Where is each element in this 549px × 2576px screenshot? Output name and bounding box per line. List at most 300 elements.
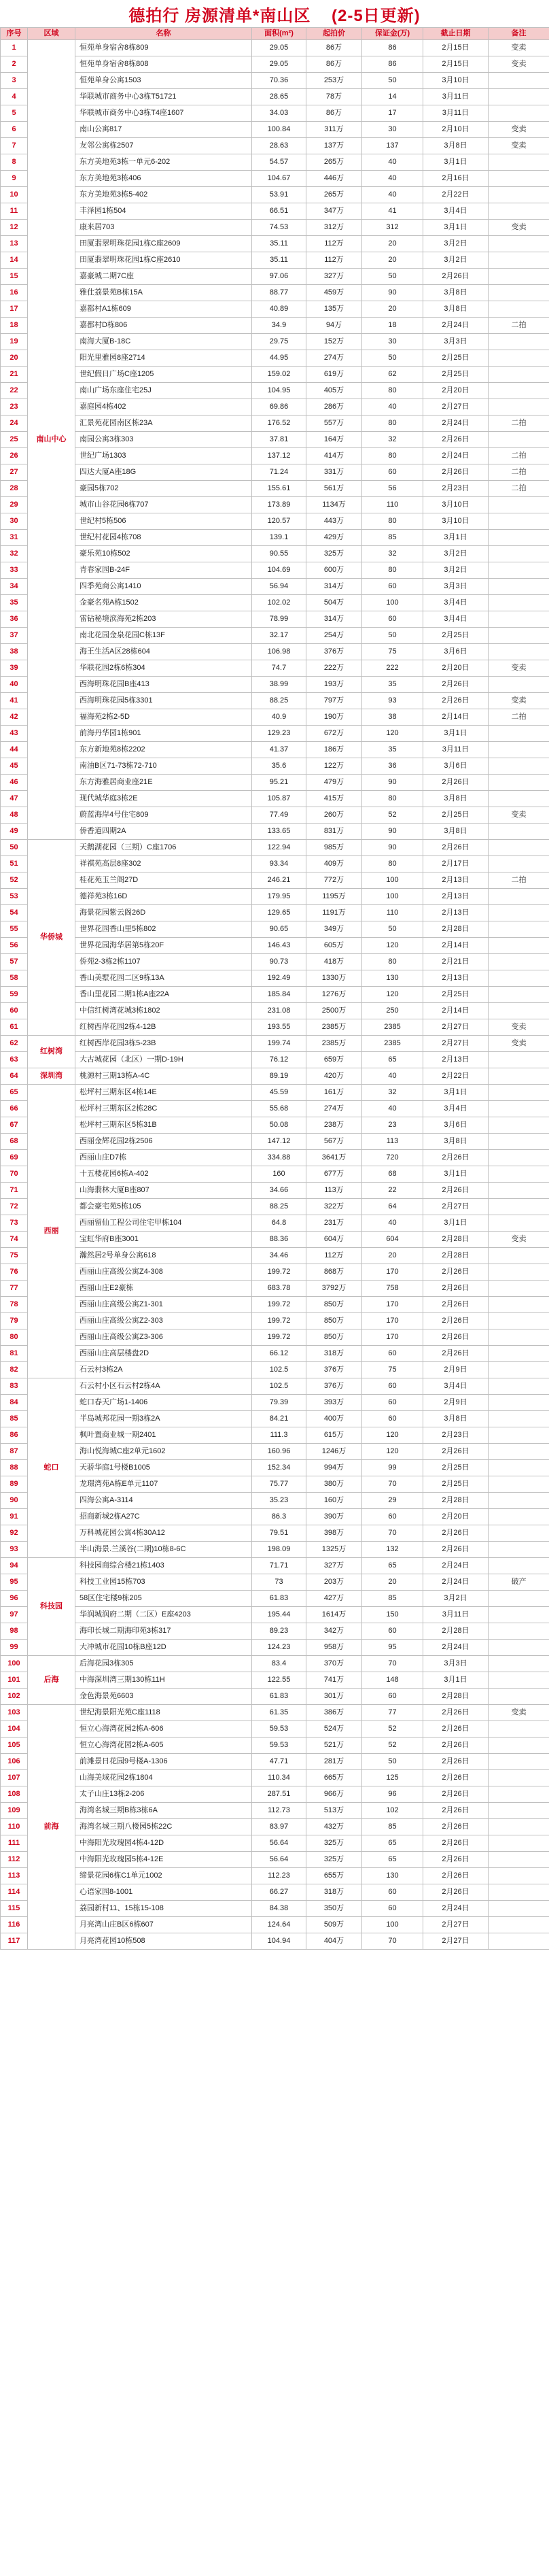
table-row [1,1884,549,1901]
property-name: 田厦翡翠明珠花园1栋C座2609 [75,236,252,252]
row-index: 70 [1,1166,28,1183]
deposit: 50 [362,73,423,89]
property-name: 丰泽园1栋504 [75,203,252,220]
remark: 变卖 [489,807,549,824]
row-index: 75 [1,1248,28,1264]
deadline: 3月10日 [423,513,489,530]
deposit: 113 [362,1134,423,1150]
deadline: 3月1日 [423,1672,489,1689]
row-index: 41 [1,693,28,709]
table-row [1,1868,549,1884]
property-name: 太子山庄13栋2-206 [75,1786,252,1803]
property-name: 大古城花园（北区）一期D-19H [75,1052,252,1068]
deadline: 3月8日 [423,791,489,807]
deadline: 3月4日 [423,595,489,611]
remark [489,1052,549,1068]
table-row [1,1117,549,1134]
table-row [1,1901,549,1917]
remark [489,1427,549,1444]
header-deposit: 保证金(万) [362,28,423,40]
deposit: 85 [362,530,423,546]
floor-area: 102.5 [252,1362,306,1378]
property-name: 雅仕荔景苑B栋15A [75,285,252,301]
row-index: 88 [1,1460,28,1476]
start-price: 985万 [306,840,362,856]
row-index: 79 [1,1313,28,1329]
property-name: 香山里花园二期1栋A座22A [75,987,252,1003]
remark [489,1884,549,1901]
row-index: 2 [1,56,28,73]
row-index: 3 [1,73,28,89]
deadline: 3月4日 [423,611,489,628]
row-index: 89 [1,1476,28,1493]
table-row [1,1917,549,1933]
deadline: 3月8日 [423,301,489,318]
floor-area: 90.55 [252,546,306,562]
row-index: 73 [1,1215,28,1232]
deposit: 170 [362,1313,423,1329]
remark [489,301,549,318]
table-row [1,758,549,775]
deposit: 2385 [362,1036,423,1052]
table-row [1,1607,549,1623]
row-index: 102 [1,1689,28,1705]
floor-area: 176.52 [252,416,306,432]
row-index: 94 [1,1558,28,1574]
row-index: 38 [1,644,28,660]
property-name: 都会豪宅苑5栋105 [75,1199,252,1215]
property-name: 嘉都村D栋806 [75,318,252,334]
deposit: 120 [362,938,423,954]
table-row [1,921,549,938]
row-index: 35 [1,595,28,611]
floor-area: 78.99 [252,611,306,628]
header-district: 区域 [28,28,75,40]
table-row [1,1362,549,1378]
property-name: 中海深圳湾三期130栋11H [75,1672,252,1689]
deposit: 52 [362,1738,423,1754]
table-row [1,73,549,89]
remark [489,334,549,350]
table-row [1,1166,549,1183]
floor-area: 193.55 [252,1019,306,1036]
deadline: 2月17日 [423,856,489,872]
deposit: 80 [362,791,423,807]
remark [489,1754,549,1770]
deadline: 2月9日 [423,1395,489,1411]
row-index: 84 [1,1395,28,1411]
remark: 二拍 [489,464,549,481]
start-price: 386万 [306,1705,362,1721]
table-row [1,220,549,236]
deadline: 2月26日 [423,1313,489,1329]
table-row [1,1036,549,1052]
floor-area: 287.51 [252,1786,306,1803]
start-price: 615万 [306,1427,362,1444]
deposit: 20 [362,1574,423,1591]
floor-area: 199.74 [252,1036,306,1052]
deposit: 60 [362,1378,423,1395]
deadline: 2月26日 [423,1754,489,1770]
district-cell: 科技园 [28,1558,75,1656]
remark [489,611,549,628]
remark [489,856,549,872]
start-price: 420万 [306,1068,362,1085]
remark [489,1721,549,1738]
deposit: 20 [362,236,423,252]
remark [489,530,549,546]
start-price: 94万 [306,318,362,334]
property-name: 宝虹华府B座3001 [75,1232,252,1248]
row-index: 65 [1,1085,28,1101]
table-row [1,497,549,513]
table-row [1,709,549,726]
remark [489,73,549,89]
floor-area: 83.4 [252,1656,306,1672]
row-index: 61 [1,1019,28,1036]
start-price: 1276万 [306,987,362,1003]
deadline: 3月1日 [423,726,489,742]
floor-area: 79.51 [252,1525,306,1542]
floor-area: 55.68 [252,1101,306,1117]
start-price: 1191万 [306,905,362,921]
start-price: 994万 [306,1460,362,1476]
table-row [1,1085,549,1101]
remark [489,513,549,530]
start-price: 376万 [306,644,362,660]
row-index: 66 [1,1101,28,1117]
remark [489,1803,549,1819]
deposit: 20 [362,1248,423,1264]
deposit: 62 [362,367,423,383]
property-name: 嘉都村A1栋609 [75,301,252,318]
deadline: 2月26日 [423,1786,489,1803]
floor-area: 71.71 [252,1558,306,1574]
property-name: 瀚然居2号单身公寓618 [75,1248,252,1264]
start-price: 253万 [306,73,362,89]
floor-area: 64.8 [252,1215,306,1232]
start-price: 347万 [306,203,362,220]
start-price: 186万 [306,742,362,758]
floor-area: 102.5 [252,1378,306,1395]
start-price: 404万 [306,1933,362,1950]
table-row [1,1199,549,1215]
property-name: 南北花园金泉花园C栋13F [75,628,252,644]
deposit: 80 [362,416,423,432]
deadline: 3月2日 [423,546,489,562]
deposit: 90 [362,285,423,301]
start-price: 672万 [306,726,362,742]
start-price: 427万 [306,1591,362,1607]
table-row [1,791,549,807]
deposit: 86 [362,40,423,56]
deposit: 80 [362,954,423,970]
floor-area: 73 [252,1574,306,1591]
remark: 变卖 [489,220,549,236]
deadline: 2月26日 [423,1721,489,1738]
table-row [1,350,549,367]
deadline: 2月24日 [423,416,489,432]
deadline: 3月4日 [423,1378,489,1395]
property-name: 桃源村三期13栋A-4C [75,1068,252,1085]
floor-area: 159.02 [252,367,306,383]
floor-area: 124.23 [252,1640,306,1656]
start-price: 265万 [306,187,362,203]
deadline: 3月3日 [423,579,489,595]
property-name: 海湾名城三期B栋3栋6A [75,1803,252,1819]
remark: 破产 [489,1574,549,1591]
floor-area: 88.77 [252,285,306,301]
deadline: 2月27日 [423,399,489,416]
deposit: 60 [362,1509,423,1525]
start-price: 619万 [306,367,362,383]
deposit: 604 [362,1232,423,1248]
start-price: 443万 [306,513,362,530]
start-price: 238万 [306,1117,362,1134]
table-row [1,1313,549,1329]
start-price: 409万 [306,856,362,872]
remark [489,1607,549,1623]
row-index: 87 [1,1444,28,1460]
floor-area: 105.87 [252,791,306,807]
deadline: 2月26日 [423,1525,489,1542]
table-row [1,987,549,1003]
floor-area: 34.46 [252,1248,306,1264]
start-price: 318万 [306,1346,362,1362]
property-name: 世纪假日广场C座1205 [75,367,252,383]
remark [489,1542,549,1558]
remark [489,1199,549,1215]
deposit: 70 [362,1476,423,1493]
floor-area: 69.86 [252,399,306,416]
floor-area: 66.27 [252,1884,306,1901]
row-index: 34 [1,579,28,595]
table-row [1,938,549,954]
table-row [1,236,549,252]
start-price: 203万 [306,1574,362,1591]
start-price: 160万 [306,1493,362,1509]
remark [489,154,549,171]
table-row [1,693,549,709]
table-row [1,1835,549,1852]
table-row [1,1770,549,1786]
header-area: 面积(m²) [252,28,306,40]
start-price: 966万 [306,1786,362,1803]
property-name: 中海阳光玫瑰园4栋4-12D [75,1835,252,1852]
remark [489,1868,549,1884]
start-price: 327万 [306,269,362,285]
deposit: 60 [362,1689,423,1705]
deadline: 2月25日 [423,1476,489,1493]
deadline: 2月26日 [423,432,489,448]
start-price: 831万 [306,824,362,840]
remark [489,938,549,954]
row-index: 5 [1,105,28,122]
deadline: 2月24日 [423,1558,489,1574]
start-price: 2500万 [306,1003,362,1019]
start-price: 164万 [306,432,362,448]
row-index: 56 [1,938,28,954]
remark [489,921,549,938]
table-row [1,399,549,416]
remark [489,1460,549,1476]
remark [489,1770,549,1786]
start-price: 86万 [306,105,362,122]
floor-area: 47.71 [252,1754,306,1770]
property-name: 海景花园紫云阁26D [75,905,252,921]
remark [489,1509,549,1525]
property-name: 山海翡林大厦B座807 [75,1183,252,1199]
table-row [1,1395,549,1411]
deadline: 2月26日 [423,1803,489,1819]
floor-area: 112.23 [252,1868,306,1884]
start-price: 314万 [306,579,362,595]
start-price: 524万 [306,1721,362,1738]
property-name: 前滩景日花园9号楼A-1306 [75,1754,252,1770]
row-index: 83 [1,1378,28,1395]
table-row [1,1003,549,1019]
remark [489,1378,549,1395]
deposit: 65 [362,1835,423,1852]
start-price: 380万 [306,1476,362,1493]
row-index: 28 [1,481,28,497]
remark [489,824,549,840]
start-price: 2385万 [306,1036,362,1052]
start-price: 286万 [306,399,362,416]
start-price: 312万 [306,220,362,236]
row-index: 105 [1,1738,28,1754]
header-deadline: 截止日期 [423,28,489,40]
table-row [1,105,549,122]
floor-area: 77.49 [252,807,306,824]
row-index: 63 [1,1052,28,1068]
deadline: 2月26日 [423,464,489,481]
floor-area: 56.64 [252,1852,306,1868]
floor-area: 84.21 [252,1411,306,1427]
property-name: 红树西岸花园3栋5-23B [75,1036,252,1052]
row-index: 24 [1,416,28,432]
start-price: 655万 [306,1868,362,1884]
row-index: 18 [1,318,28,334]
table-row [1,579,549,595]
start-price: 274万 [306,350,362,367]
floor-area: 86.3 [252,1509,306,1525]
remark [489,1835,549,1852]
row-index: 43 [1,726,28,742]
start-price: 557万 [306,416,362,432]
start-price: 370万 [306,1656,362,1672]
remark [489,203,549,220]
row-index: 27 [1,464,28,481]
deposit: 60 [362,1346,423,1362]
floor-area: 93.34 [252,856,306,872]
start-price: 281万 [306,1754,362,1770]
deadline: 2月28日 [423,1232,489,1248]
table-row [1,432,549,448]
deadline: 3月1日 [423,220,489,236]
start-price: 504万 [306,595,362,611]
property-name: 西丽金辉花园2栋2506 [75,1134,252,1150]
floor-area: 199.72 [252,1313,306,1329]
property-name: 南山广场东座住宅25J [75,383,252,399]
table-row [1,285,549,301]
row-index: 106 [1,1754,28,1770]
row-index: 32 [1,546,28,562]
floor-area: 35.23 [252,1493,306,1509]
deposit: 40 [362,1068,423,1085]
floor-area: 71.24 [252,464,306,481]
property-name: 东方海雅居商业座21E [75,775,252,791]
deadline: 2月13日 [423,872,489,889]
district-cell: 南山中心 [28,40,75,840]
table-row [1,840,549,856]
row-index: 112 [1,1852,28,1868]
row-index: 103 [1,1705,28,1721]
table-row [1,1819,549,1835]
deposit: 130 [362,970,423,987]
remark [489,1117,549,1134]
start-price: 376万 [306,1362,362,1378]
deposit: 65 [362,1558,423,1574]
floor-area: 34.66 [252,1183,306,1199]
deadline: 2月27日 [423,1199,489,1215]
table-row [1,807,549,824]
start-price: 327万 [306,1558,362,1574]
table-row [1,1378,549,1395]
property-name: 东方美地苑3栋一单元6-202 [75,154,252,171]
remark: 二拍 [489,416,549,432]
row-index: 95 [1,1574,28,1591]
remark [489,742,549,758]
district-cell: 华侨城 [28,840,75,1036]
floor-area: 37.81 [252,432,306,448]
property-name: 恒立心海湾花园2栋A-606 [75,1721,252,1738]
remark [489,677,549,693]
property-name: 恒苑单身宿舍8栋808 [75,56,252,73]
floor-area: 29.05 [252,40,306,56]
property-name: 西丽山庄E2豪栋 [75,1281,252,1297]
deposit: 90 [362,824,423,840]
header-index: 序号 [1,28,28,40]
deadline: 3月2日 [423,1591,489,1607]
row-index: 23 [1,399,28,416]
deposit: 50 [362,269,423,285]
deadline: 2月26日 [423,840,489,856]
row-index: 108 [1,1786,28,1803]
deposit: 35 [362,742,423,758]
deposit: 110 [362,497,423,513]
deposit: 40 [362,399,423,416]
remark [489,1444,549,1460]
remark [489,1786,549,1803]
row-index: 54 [1,905,28,921]
deadline: 2月13日 [423,970,489,987]
deposit: 68 [362,1166,423,1183]
property-name: 西丽山庄高层楼盘2D [75,1346,252,1362]
deadline: 3月6日 [423,1117,489,1134]
deposit: 70 [362,1525,423,1542]
floor-area: 106.98 [252,644,306,660]
property-name: 四达大厦A座18G [75,464,252,481]
floor-area: 35.11 [252,236,306,252]
remark: 变卖 [489,138,549,154]
property-name: 松坪村三期东区5栋31B [75,1117,252,1134]
row-index: 25 [1,432,28,448]
deposit: 35 [362,677,423,693]
page-title: 德拍行 房源清单*南山区 (2-5日更新) [128,6,421,25]
floor-area: 61.83 [252,1591,306,1607]
start-price: 429万 [306,530,362,546]
